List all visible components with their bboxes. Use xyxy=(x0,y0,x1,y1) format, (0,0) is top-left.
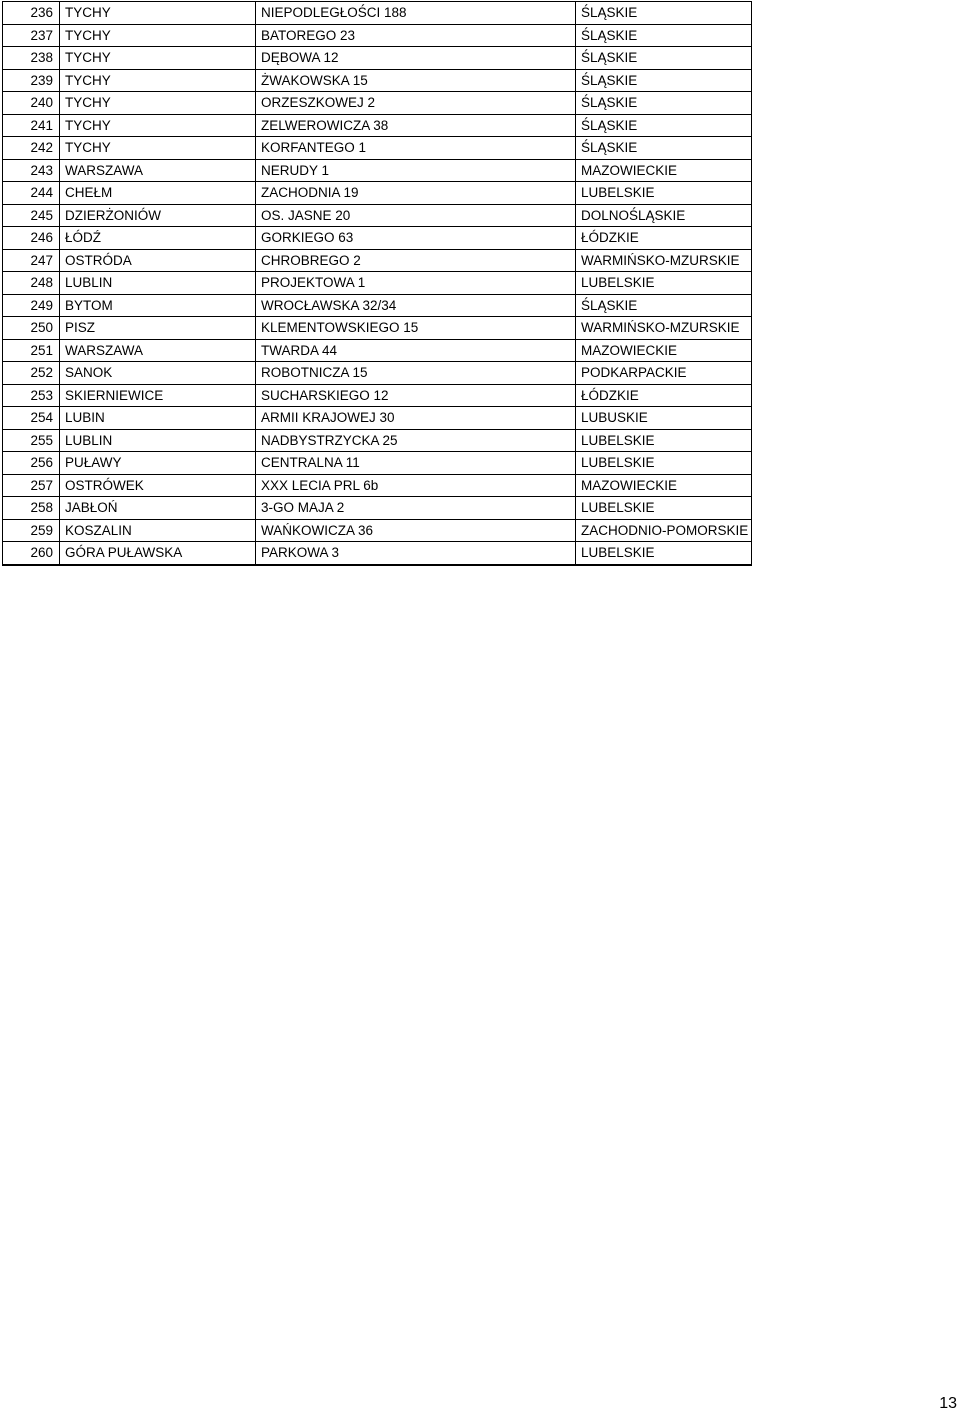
region-cell: WARMIŃSKO-MZURSKIE xyxy=(576,317,752,340)
table-row xyxy=(3,159,752,182)
region-cell: WARMIŃSKO-MZURSKIE xyxy=(576,249,752,272)
region-cell: ŚLĄSKIE xyxy=(576,2,752,25)
street-cell: BATOREGO 23 xyxy=(256,24,576,47)
table-row xyxy=(3,429,752,452)
row-number-cell: 260 xyxy=(3,542,60,565)
table-row xyxy=(3,182,752,205)
table-row xyxy=(3,227,752,250)
city-cell: LUBLIN xyxy=(60,429,256,452)
row-number-cell: 236 xyxy=(3,2,60,25)
region-cell: ŁÓDZKIE xyxy=(576,227,752,250)
page-number: 13 xyxy=(939,1395,957,1412)
table-row xyxy=(3,69,752,92)
region-cell: ŁÓDZKIE xyxy=(576,384,752,407)
street-cell: PARKOWA 3 xyxy=(256,542,576,565)
city-cell: TYCHY xyxy=(60,47,256,70)
street-cell: ARMII KRAJOWEJ 30 xyxy=(256,407,576,430)
city-cell: TYCHY xyxy=(60,24,256,47)
region-cell: ŚLĄSKIE xyxy=(576,114,752,137)
region-cell: MAZOWIECKIE xyxy=(576,339,752,362)
city-cell: LUBLIN xyxy=(60,272,256,295)
row-number-cell: 239 xyxy=(3,69,60,92)
row-number-cell: 253 xyxy=(3,384,60,407)
row-number-cell: 242 xyxy=(3,137,60,160)
table-row xyxy=(3,294,752,317)
region-cell: LUBELSKIE xyxy=(576,452,752,475)
row-number-cell: 244 xyxy=(3,182,60,205)
street-cell: DĘBOWA 12 xyxy=(256,47,576,70)
city-cell: TYCHY xyxy=(60,114,256,137)
table-row xyxy=(3,339,752,362)
row-number-cell: 246 xyxy=(3,227,60,250)
row-number-cell: 245 xyxy=(3,204,60,227)
table-row xyxy=(3,474,752,497)
city-cell: TYCHY xyxy=(60,2,256,25)
row-number-cell: 259 xyxy=(3,519,60,542)
region-cell: ŚLĄSKIE xyxy=(576,294,752,317)
city-cell: ŁÓDŹ xyxy=(60,227,256,250)
city-cell: WARSZAWA xyxy=(60,339,256,362)
row-number-cell: 237 xyxy=(3,24,60,47)
table-row xyxy=(3,272,752,295)
city-cell: KOSZALIN xyxy=(60,519,256,542)
city-cell: OSTRÓWEK xyxy=(60,474,256,497)
city-cell: PUŁAWY xyxy=(60,452,256,475)
row-number-cell: 254 xyxy=(3,407,60,430)
region-cell: LUBUSKIE xyxy=(576,407,752,430)
street-cell: NIEPODLEGŁOŚCI 188 xyxy=(256,2,576,25)
row-number-cell: 257 xyxy=(3,474,60,497)
table-row xyxy=(3,519,752,542)
city-cell: WARSZAWA xyxy=(60,159,256,182)
row-number-cell: 238 xyxy=(3,47,60,70)
table-row xyxy=(3,542,752,565)
row-number-cell: 243 xyxy=(3,159,60,182)
region-cell: ŚLĄSKIE xyxy=(576,137,752,160)
table-row xyxy=(3,204,752,227)
table-row xyxy=(3,24,752,47)
city-cell: TYCHY xyxy=(60,69,256,92)
row-number-cell: 255 xyxy=(3,429,60,452)
city-cell: SKIERNIEWICE xyxy=(60,384,256,407)
table-row xyxy=(3,452,752,475)
table-row xyxy=(3,114,752,137)
table-row xyxy=(3,407,752,430)
street-cell: KORFANTEGO 1 xyxy=(256,137,576,160)
city-cell: LUBIN xyxy=(60,407,256,430)
address-table-body xyxy=(3,2,752,565)
table-row xyxy=(3,249,752,272)
street-cell: CENTRALNA 11 xyxy=(256,452,576,475)
city-cell: TYCHY xyxy=(60,137,256,160)
table-row xyxy=(3,47,752,70)
table-row xyxy=(3,384,752,407)
row-number-cell: 247 xyxy=(3,249,60,272)
street-cell: OS. JASNE 20 xyxy=(256,204,576,227)
street-cell: ŻWAKOWSKA 15 xyxy=(256,69,576,92)
region-cell: ZACHODNIO-POMORSKIE xyxy=(576,519,752,542)
street-cell: NADBYSTRZYCKA 25 xyxy=(256,429,576,452)
street-cell: WAŃKOWICZA 36 xyxy=(256,519,576,542)
region-cell: ŚLĄSKIE xyxy=(576,92,752,115)
table-row xyxy=(3,2,752,25)
row-number-cell: 252 xyxy=(3,362,60,385)
table-row xyxy=(3,317,752,340)
city-cell: CHEŁM xyxy=(60,182,256,205)
street-cell: ORZESZKOWEJ 2 xyxy=(256,92,576,115)
street-cell: WROCŁAWSKA 32/34 xyxy=(256,294,576,317)
region-cell: PODKARPACKIE xyxy=(576,362,752,385)
table-row xyxy=(3,497,752,520)
region-cell: LUBELSKIE xyxy=(576,542,752,565)
street-cell: XXX LECIA PRL 6b xyxy=(256,474,576,497)
row-number-cell: 249 xyxy=(3,294,60,317)
city-cell: DZIERŻONIÓW xyxy=(60,204,256,227)
row-number-cell: 251 xyxy=(3,339,60,362)
region-cell: MAZOWIECKIE xyxy=(576,159,752,182)
city-cell: SANOK xyxy=(60,362,256,385)
street-cell: ROBOTNICZA 15 xyxy=(256,362,576,385)
table-row xyxy=(3,362,752,385)
address-table-container xyxy=(2,1,752,566)
street-cell: SUCHARSKIEGO 12 xyxy=(256,384,576,407)
street-cell: GORKIEGO 63 xyxy=(256,227,576,250)
region-cell: LUBELSKIE xyxy=(576,497,752,520)
city-cell: TYCHY xyxy=(60,92,256,115)
row-number-cell: 240 xyxy=(3,92,60,115)
row-number-cell: 248 xyxy=(3,272,60,295)
table-row xyxy=(3,137,752,160)
street-cell: KLEMENTOWSKIEGO 15 xyxy=(256,317,576,340)
region-cell: LUBELSKIE xyxy=(576,272,752,295)
city-cell: JABŁOŃ xyxy=(60,497,256,520)
region-cell: LUBELSKIE xyxy=(576,182,752,205)
street-cell: PROJEKTOWA 1 xyxy=(256,272,576,295)
street-cell: 3-GO MAJA 2 xyxy=(256,497,576,520)
region-cell: ŚLĄSKIE xyxy=(576,69,752,92)
street-cell: NERUDY 1 xyxy=(256,159,576,182)
city-cell: PISZ xyxy=(60,317,256,340)
row-number-cell: 250 xyxy=(3,317,60,340)
region-cell: DOLNOŚLĄSKIE xyxy=(576,204,752,227)
street-cell: TWARDA 44 xyxy=(256,339,576,362)
street-cell: ZELWEROWICZA 38 xyxy=(256,114,576,137)
city-cell: OSTRÓDA xyxy=(60,249,256,272)
region-cell: LUBELSKIE xyxy=(576,429,752,452)
address-table xyxy=(2,1,752,566)
row-number-cell: 258 xyxy=(3,497,60,520)
street-cell: ZACHODNIA 19 xyxy=(256,182,576,205)
city-cell: BYTOM xyxy=(60,294,256,317)
street-cell: CHROBREGO 2 xyxy=(256,249,576,272)
row-number-cell: 241 xyxy=(3,114,60,137)
row-number-cell: 256 xyxy=(3,452,60,475)
city-cell: GÓRA PUŁAWSKA xyxy=(60,542,256,565)
table-row xyxy=(3,92,752,115)
region-cell: MAZOWIECKIE xyxy=(576,474,752,497)
region-cell: ŚLĄSKIE xyxy=(576,24,752,47)
region-cell: ŚLĄSKIE xyxy=(576,47,752,70)
